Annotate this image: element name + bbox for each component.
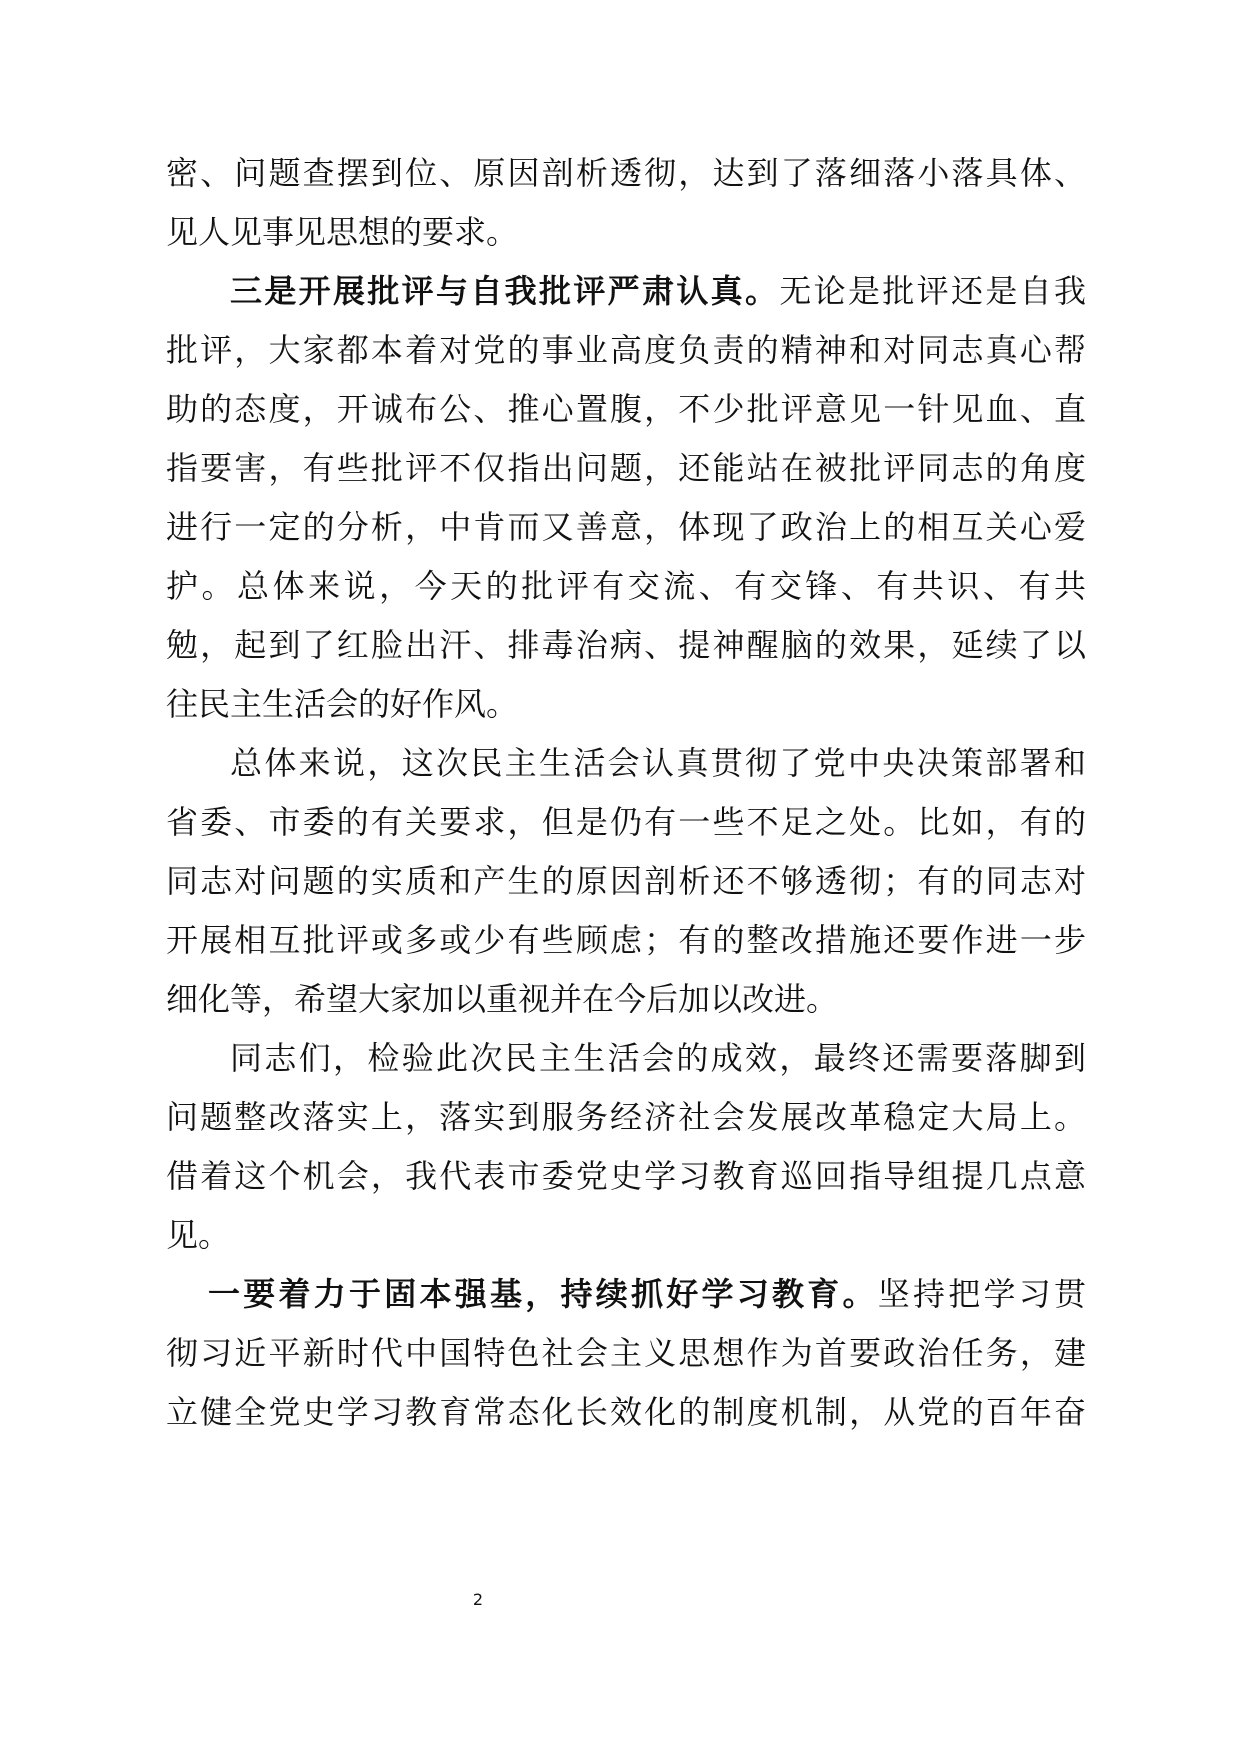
paragraph-line: 细化等，希望大家加以重视并在今后加以改进。 xyxy=(166,980,839,1018)
paragraph-first-line: 总体来说，这次民主生活会认真贯彻了党中央决策部署和 xyxy=(230,744,1086,782)
paragraph-first-line: 同志们，检验此次民主生活会的成效，最终还需要落脚到 xyxy=(230,1039,1086,1077)
paragraph-line: 往民主生活会的好作风。 xyxy=(166,685,519,723)
paragraph-text: 无论是批评还是自我 xyxy=(779,272,1086,310)
paragraph-line: 勉，起到了红脸出汗、排毒治病、提神醒脑的效果，延续了以 xyxy=(166,626,1086,664)
paragraph-line: 彻习近平新时代中国特色社会主义思想作为首要政治任务，建 xyxy=(166,1334,1086,1372)
paragraph-line: 借着这个机会，我代表市委党史学习教育巡回指导组提几点意 xyxy=(166,1157,1086,1195)
paragraph-line: 同志对问题的实质和产生的原因剖析还不够透彻；有的同志对 xyxy=(166,862,1086,900)
paragraph-line: 开展相互批评或多或少有些顾虑；有的整改措施还要作进一步 xyxy=(166,921,1086,959)
paragraph-line: 指要害，有些批评不仅指出问题，还能站在被批评同志的角度 xyxy=(166,449,1086,487)
paragraph-line: 立健全党史学习教育常态化长效化的制度机制，从党的百年奋 xyxy=(166,1393,1086,1431)
paragraph-line: 见。 xyxy=(166,1216,231,1254)
paragraph-line: 助的态度，开诚布公、推心置腹，不少批评意见一针见血、直 xyxy=(166,390,1086,428)
paragraph-text: 坚持把学习贯 xyxy=(877,1275,1086,1313)
paragraph-line: 批评，大家都本着对党的事业高度负责的精神和对同志真心帮 xyxy=(166,331,1086,369)
paragraph-heading: 一要着力于固本强基，持续抓好学习教育。 xyxy=(208,1275,878,1313)
paragraph-line: 省委、市委的有关要求，但是仍有一些不足之处。比如，有的 xyxy=(166,803,1086,841)
paragraph-heading: 三是开展批评与自我批评严肃认真。 xyxy=(230,272,780,310)
paragraph-first-line xyxy=(230,258,1086,324)
paragraph-first-line xyxy=(208,1261,1086,1327)
page-number: 2 xyxy=(472,1590,484,1609)
paragraph-line: 密、问题查摆到位、原因剖析透彻，达到了落细落小落具体、 xyxy=(166,154,1086,192)
paragraph-line: 问题整改落实上，落实到服务经济社会发展改革稳定大局上。 xyxy=(166,1098,1086,1136)
paragraph-line: 进行一定的分析，中肯而又善意，体现了政治上的相互关心爱 xyxy=(166,508,1086,546)
paragraph-line: 护。总体来说，今天的批评有交流、有交锋、有共识、有共 xyxy=(166,567,1086,605)
paragraph-line: 见人见事见思想的要求。 xyxy=(166,213,519,251)
